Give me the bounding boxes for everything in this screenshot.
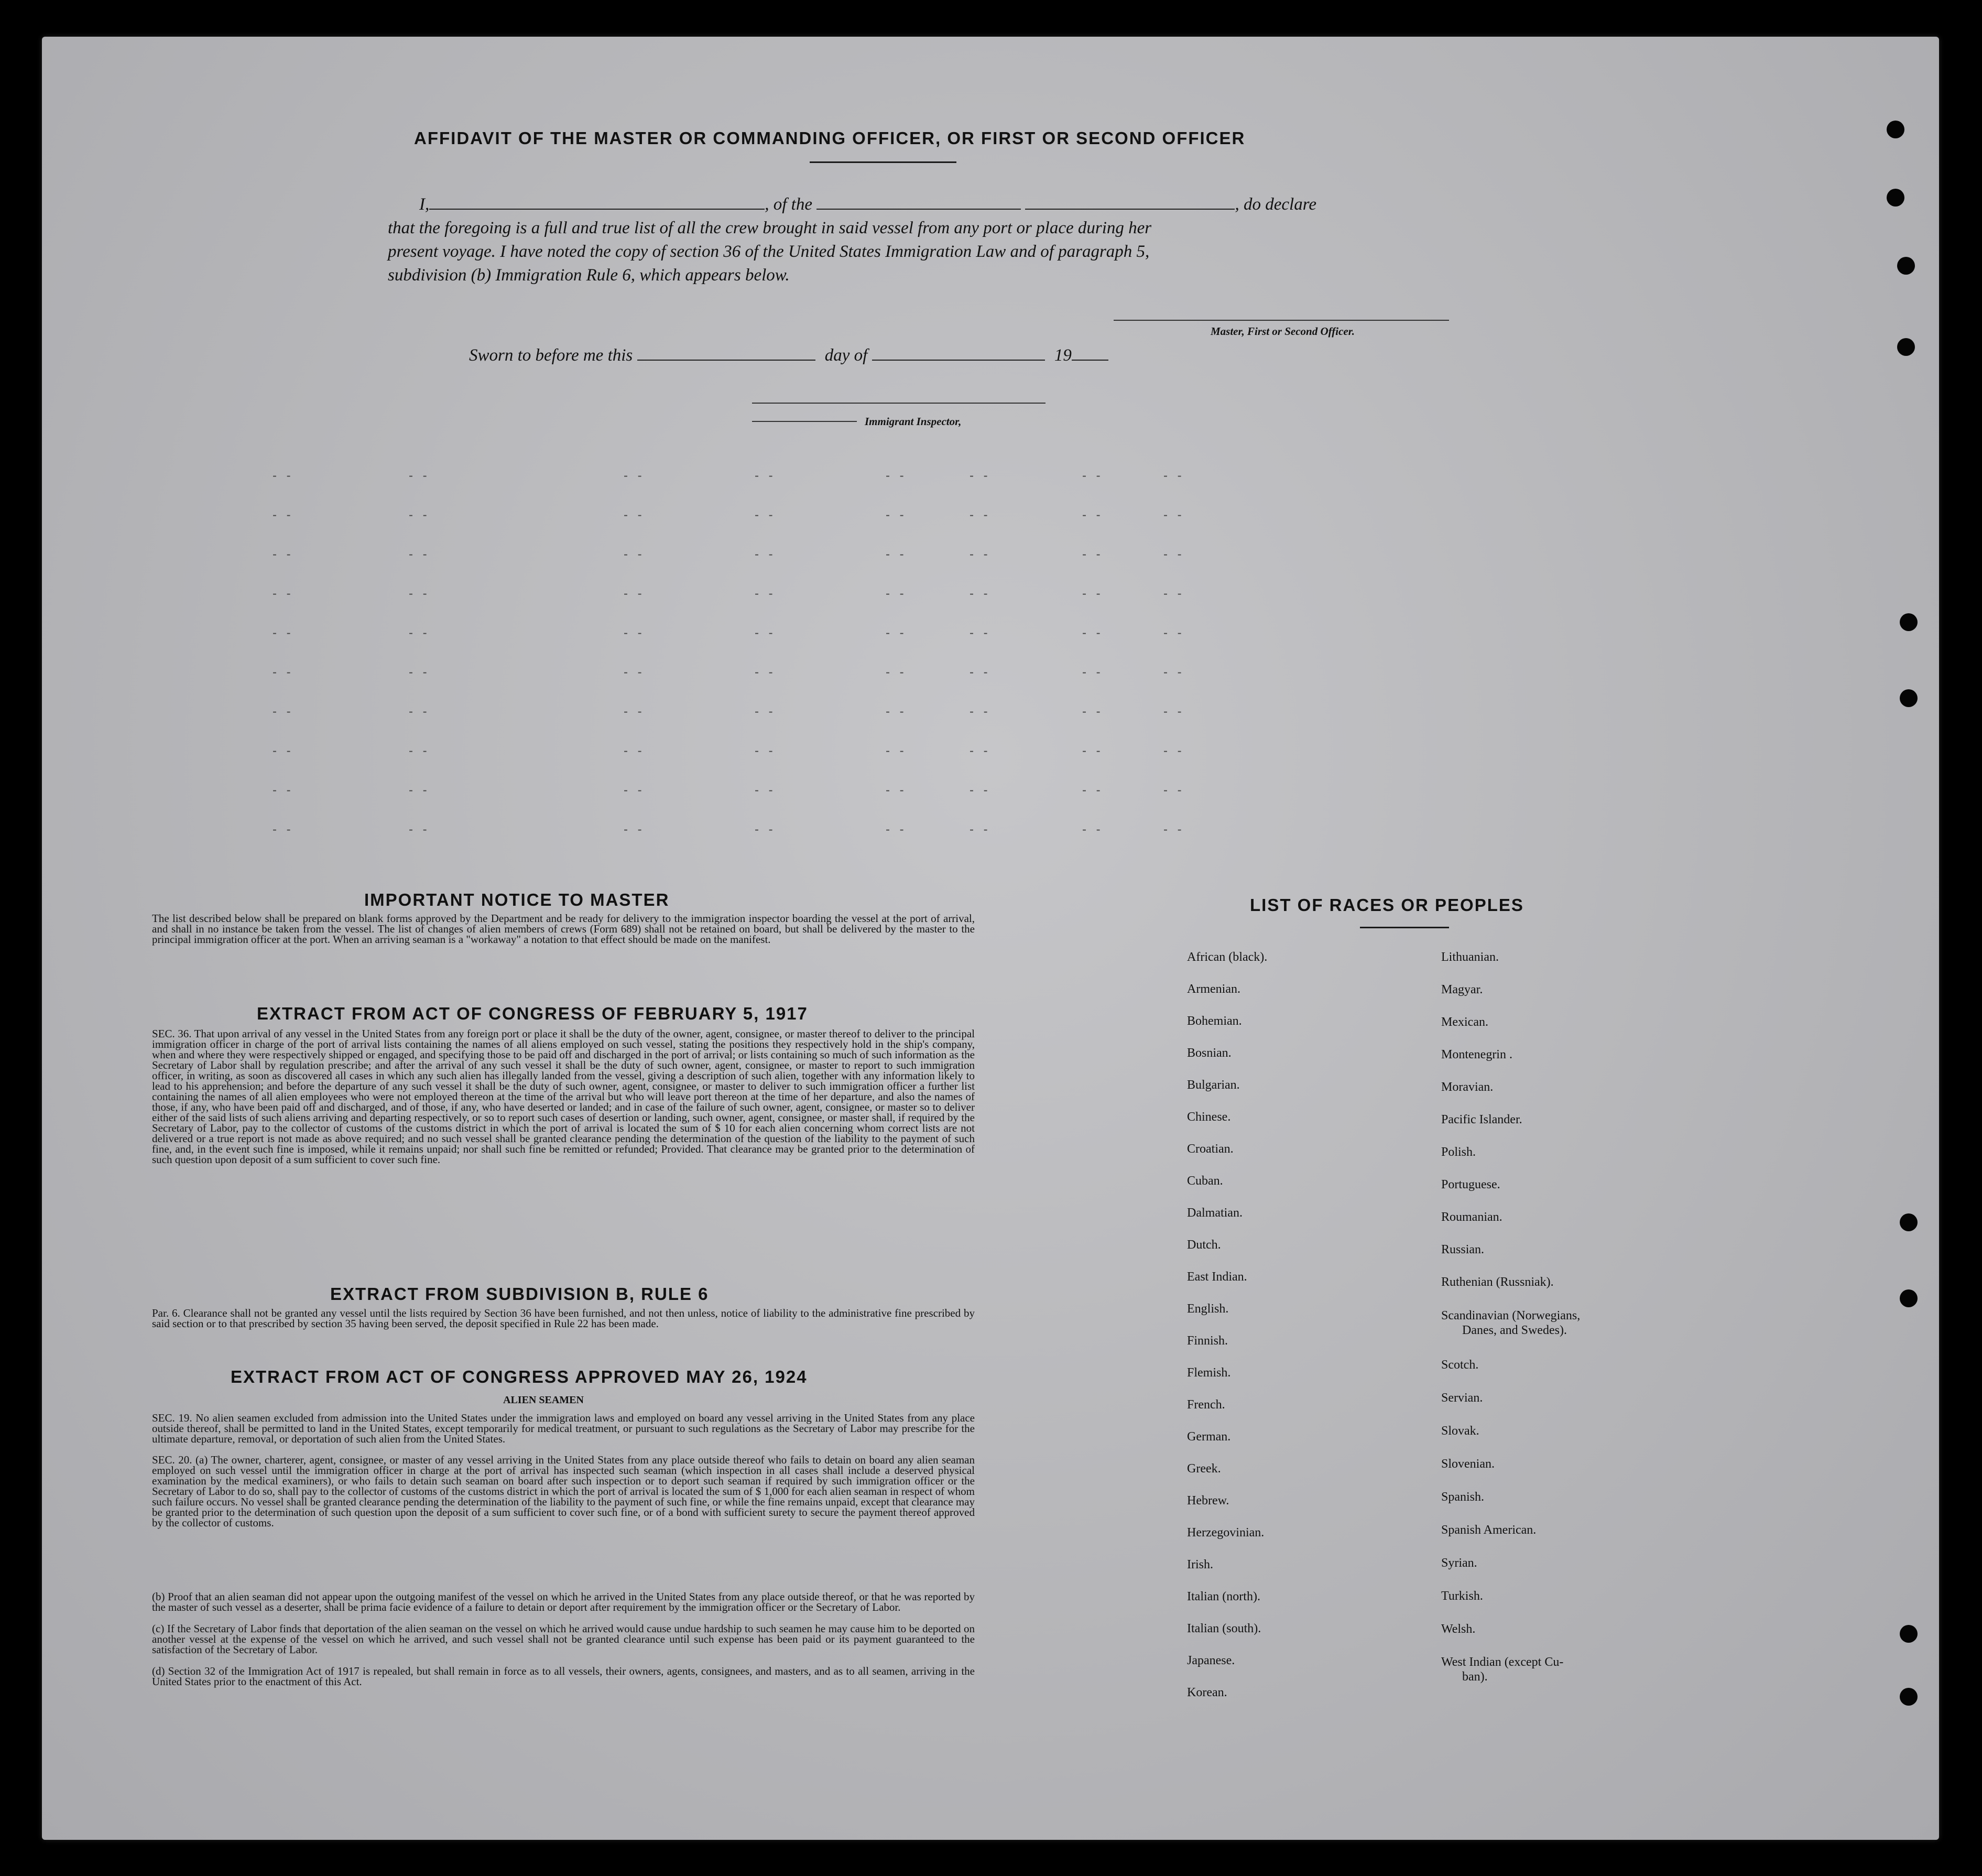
race-item: Cuban. bbox=[1187, 1174, 1223, 1188]
affidavit-line4: subdivision (b) Immigration Rule 6, which appears below. bbox=[388, 266, 790, 285]
sworn-day-field bbox=[637, 342, 815, 361]
race-item: Flemish. bbox=[1187, 1366, 1231, 1380]
title-rule bbox=[810, 161, 956, 163]
inspector-signature-line bbox=[752, 403, 1046, 404]
punch-hole bbox=[1900, 1289, 1918, 1307]
bleed-through-marks: - - - - - - - - - - - - - - - - - - - - bbox=[755, 469, 776, 837]
race-item: Ruthenian (Russniak). bbox=[1441, 1275, 1554, 1289]
punch-hole bbox=[1897, 338, 1915, 356]
extract-1924-sec20b: (b) Proof that an alien seaman did not appear upon the outgoing manifest of the vessel on which he arrived in the United States from any place outside thereof, or that he was reported by the master of such vessel as a deserter, shall be prima facie evidence of a failure to detain or deport after requirement by the immigration officer or the Secretary of Labor. bbox=[152, 1590, 975, 1613]
extract-1924-subtitle: ALIEN SEAMEN bbox=[503, 1394, 584, 1406]
races-title: LIST OF RACES OR PEOPLES bbox=[1250, 895, 1524, 915]
bleed-through-marks: - - - - - - - - - - - - - - - - - - - - bbox=[273, 469, 294, 837]
bleed-through-marks: - - - - - - - - - - - - - - - - - - - - bbox=[886, 469, 907, 837]
race-item: Bohemian. bbox=[1187, 1014, 1242, 1028]
race-item: Roumanian. bbox=[1441, 1210, 1502, 1224]
punch-hole bbox=[1900, 1625, 1918, 1643]
inspector-label: Immigrant Inspector, bbox=[865, 415, 962, 428]
race-item: Moravian. bbox=[1441, 1080, 1494, 1094]
race-item: Portuguese. bbox=[1441, 1178, 1500, 1191]
race-item: Spanish. bbox=[1441, 1490, 1485, 1504]
extract-1924-sec20c: (c) If the Secretary of Labor finds that deportation of the alien seaman on the vessel on which he arrived would cause undue hardship to such seamen he may cause him to be deported on another vessel at the expense of the vessel on which he arrived, and such vessel shall not be granted clearance until such expense has been paid or its payment guaranteed to the satisfaction of the Secretary of Labor. bbox=[152, 1622, 975, 1656]
master-label: Master, First or Second Officer. bbox=[1211, 325, 1355, 338]
race-item: Scandinavian (Norwegians, bbox=[1441, 1309, 1581, 1322]
race-item: Russian. bbox=[1441, 1243, 1485, 1256]
bleed-through-marks: - - - - - - - - - - - - - - - - - - - - bbox=[1082, 469, 1104, 837]
extract-rule6-title: EXTRACT FROM SUBDIVISION B, RULE 6 bbox=[330, 1284, 709, 1304]
race-item: Italian (north). bbox=[1187, 1590, 1260, 1603]
race-item: Hebrew. bbox=[1187, 1494, 1229, 1508]
race-item: Croatian. bbox=[1187, 1142, 1234, 1156]
race-item: Mexican. bbox=[1441, 1015, 1488, 1029]
punch-hole bbox=[1887, 189, 1904, 207]
punch-hole bbox=[1897, 257, 1915, 275]
bleed-through-marks: - - - - - - - - - - - - - - - - - - - - bbox=[970, 469, 991, 837]
bleed-through-marks: - - - - - - - - - - - - - - - - - - - - bbox=[409, 469, 430, 837]
race-item: Pacific Islander. bbox=[1441, 1113, 1522, 1126]
race-item: Bulgarian. bbox=[1187, 1078, 1240, 1092]
race-item: Irish. bbox=[1187, 1558, 1213, 1571]
affidavit-declare: , do declare bbox=[1235, 195, 1316, 214]
race-item: Armenian. bbox=[1187, 982, 1240, 996]
vessel-field-2 bbox=[1025, 191, 1235, 210]
affidavit-i: I, bbox=[419, 195, 430, 214]
punch-hole bbox=[1900, 613, 1918, 631]
race-item: Dutch. bbox=[1187, 1238, 1221, 1252]
affidavit-of-the: , of the bbox=[765, 195, 812, 214]
name-field bbox=[429, 191, 765, 210]
race-item: Spanish American. bbox=[1441, 1523, 1537, 1537]
extract-1924-sec20d: (d) Section 32 of the Immigration Act of 1917 is repealed, but shall remain in force as to all vessels, their owners, agents, consignees, and masters, and as to all seamen, arriving in the United States prior to the enactment of this Act. bbox=[152, 1665, 975, 1688]
race-list-left bbox=[1187, 950, 1267, 1717]
race-item: English. bbox=[1187, 1302, 1229, 1316]
master-signature-line bbox=[1114, 320, 1449, 321]
race-item: Slovak. bbox=[1441, 1424, 1479, 1438]
extract-1924-sec20a: SEC. 20. (a) The owner, charterer, agent, consignee, or master of any vessel arriving in the United States from any place outside thereof who fails to detain on board any alien seaman employed on such vessel until the immigration officer in charge at the port of arrival has inspected such seaman (which inspection in all cases shall include a deserved physical examination by the medical examiners), or who fails to detain such seaman on board after such inspection or to deport such seaman if required by such immigration officer or the Secretary of Labor to do so, shall pay to the collector of customs of the customs district in which the port of arrival is located the sum of $ 1,000 for each alien seaman in respect of whom such failure occurs. No vessel shall be granted clearance pending the determination of the liability to the payment of such fine, or while the fine remains unpaid, except that clearance may be granted prior to the determination of such question upon the deposit of a sum sufficient to cover such fine, or of a bond with sufficient surety to secure the payment thereof approved by the collector of customs. bbox=[152, 1454, 975, 1529]
race-item: Italian (south). bbox=[1187, 1622, 1261, 1635]
race-item: ban). bbox=[1462, 1670, 1488, 1684]
race-item: Magyar. bbox=[1441, 983, 1483, 996]
race-item: Welsh. bbox=[1441, 1622, 1476, 1636]
vessel-field bbox=[816, 191, 1021, 210]
year-text: 19 bbox=[1054, 346, 1072, 365]
punch-hole bbox=[1900, 1213, 1918, 1231]
affidavit-line3: present voyage. I have noted the copy of section 36 of the United States Immigration Law and of paragraph 5, bbox=[388, 242, 1150, 261]
race-item: East Indian. bbox=[1187, 1270, 1247, 1284]
race-item: Herzegovinian. bbox=[1187, 1526, 1265, 1539]
punch-hole bbox=[1900, 1688, 1918, 1706]
race-item: Syrian. bbox=[1441, 1556, 1477, 1570]
day-of-text: day of bbox=[824, 346, 868, 365]
race-item: Polish. bbox=[1441, 1145, 1476, 1159]
inspector-signature-line-2 bbox=[752, 421, 857, 422]
punch-hole bbox=[1887, 121, 1904, 138]
race-item: Bosnian. bbox=[1187, 1046, 1232, 1060]
affidavit-title: AFFIDAVIT OF THE MASTER OR COMMANDING OFFICER, OR FIRST OR SECOND OFFICER bbox=[414, 128, 1246, 148]
race-item: Lithuanian. bbox=[1441, 950, 1499, 964]
race-item: Turkish. bbox=[1441, 1589, 1483, 1603]
race-item: Chinese. bbox=[1187, 1110, 1231, 1124]
year-field bbox=[1072, 342, 1108, 361]
race-item: African (black). bbox=[1187, 950, 1268, 964]
affidavit-body bbox=[388, 191, 1446, 287]
affidavit-line2: that the foregoing is a full and true list of all the crew brought in said vessel from any port or place during her bbox=[388, 219, 1152, 237]
race-item: Danes, and Swedes). bbox=[1462, 1324, 1567, 1337]
bleed-through-marks: - - - - - - - - - - - - - - - - - - - - bbox=[624, 469, 645, 837]
races-title-rule bbox=[1360, 927, 1449, 928]
race-item: Dalmatian. bbox=[1187, 1206, 1243, 1220]
extract-1917-body: SEC. 36. That upon arrival of any vessel in the United States from any foreign port or place it shall be the duty of the owner, agent, consignee, or master thereof to deliver to the principal immigration officer in charge of the port of arrival lists containing the names of all aliens employed on such vessel, stating the positions they respectively hold in the ship's company, when and where they were respectively shipped or engaged, and specifying those to be paid off and discharged in the port of arrival; or lists containing so much of such information as the Secretary of Labor shall by regulation prescribe; and after the arrival of any such vessel it shall be the duty of such owner, agent, consignee, or master to report to such immigration officer, in writing, as soon as discovered all cases in which any such alien has illegally landed from the vessel, giving a description of such alien, together with any information likely to lead to his apprehension; and before the departure of any such vessel it shall be the duty of such owner, agent, consignee, or master to deliver to such immigration officer a further list containing the names of all alien employees who were not employed thereon at the time of the arrival but who will leave port thereon at the time of her departure, and also the names of those, if any, who have been paid off and discharged, and of those, if any, who have deserted or landed; and in case of the failure of such owner, agent, consignee, or master so to deliver either of the said lists of such aliens arriving and departing respectively, or so to report such cases of desertion or landing, such owner, agent, consignee, or master shall, if required by the Secretary of Labor, pay to the collector of customs of the customs district in which the port of arrival is located the sum of $ 10 for each alien concerning whom correct lists are not delivered or a true report is not made as above required; and no such vessel shall be granted clearance pending the determination of the question of the liability to the payment of such fine, and, in the event such fine is imposed, while it remains unpaid; nor shall such fine be remitted or refunded; Provided. That clearance may be granted prior to the determination of such question upon deposit of a sum sufficient to cover such fine. bbox=[152, 1027, 975, 1166]
sworn-line bbox=[469, 342, 1108, 365]
race-item: Korean. bbox=[1187, 1686, 1227, 1699]
race-item: Servian. bbox=[1441, 1391, 1483, 1405]
race-item: Japanese. bbox=[1187, 1654, 1235, 1667]
notice-title: IMPORTANT NOTICE TO MASTER bbox=[364, 890, 670, 909]
race-item: German. bbox=[1187, 1430, 1231, 1444]
race-item: Montenegrin . bbox=[1441, 1048, 1512, 1061]
sworn-month-field bbox=[872, 342, 1045, 361]
punch-hole bbox=[1900, 689, 1918, 707]
race-item: Greek. bbox=[1187, 1462, 1221, 1476]
race-list-right bbox=[1441, 950, 1672, 1684]
extract-1924-sec19: SEC. 19. No alien seamen excluded from admission into the United States under the immigration laws and employed on board any vessel arriving in the United States from any place outside thereof, shall be permitted to land in the United States, except temporarily for medical treatment, or pursuant to such regulations as the Secretary of Labor may prescribe for the ultimate departure, removal, or deportation of such alien from the United States. bbox=[152, 1412, 975, 1445]
race-item: Scotch. bbox=[1441, 1358, 1479, 1372]
extract-1917-title: EXTRACT FROM ACT OF CONGRESS OF FEBRUARY 5, 1917 bbox=[257, 1004, 808, 1023]
bleed-through-marks: - - - - - - - - - - - - - - - - - - - - bbox=[1163, 469, 1185, 837]
race-item: West Indian (except Cu- bbox=[1441, 1655, 1564, 1669]
document-page bbox=[42, 37, 1939, 1840]
race-item: Slovenian. bbox=[1441, 1457, 1495, 1471]
race-item: Finnish. bbox=[1187, 1334, 1228, 1348]
sworn-text: Sworn to before me this bbox=[469, 346, 633, 365]
race-item: French. bbox=[1187, 1398, 1225, 1412]
extract-rule6-body: Par. 6. Clearance shall not be granted any vessel until the lists required by Section 36 have been furnished, and not then unless, notice of liability to the administrative fine prescribed by said section or to that prescribed by section 35 having been served, the deposit specified in Rule 22 has been made. bbox=[152, 1307, 975, 1330]
extract-1924-title: EXTRACT FROM ACT OF CONGRESS APPROVED MAY 26, 1924 bbox=[231, 1367, 808, 1386]
notice-body: The list described below shall be prepared on blank forms approved by the Department and be ready for delivery to the immigration inspector boarding the vessel at the port of arrival, and shall in no instance be taken from the vessel. The list of changes of alien members of crews (Form 689) shall not be retained on board, but shall be delivered by the master to the principal immigration officer at the port. When an arriving seaman is a "workaway" a notation to that effect should be made on the manifest. bbox=[152, 912, 975, 946]
